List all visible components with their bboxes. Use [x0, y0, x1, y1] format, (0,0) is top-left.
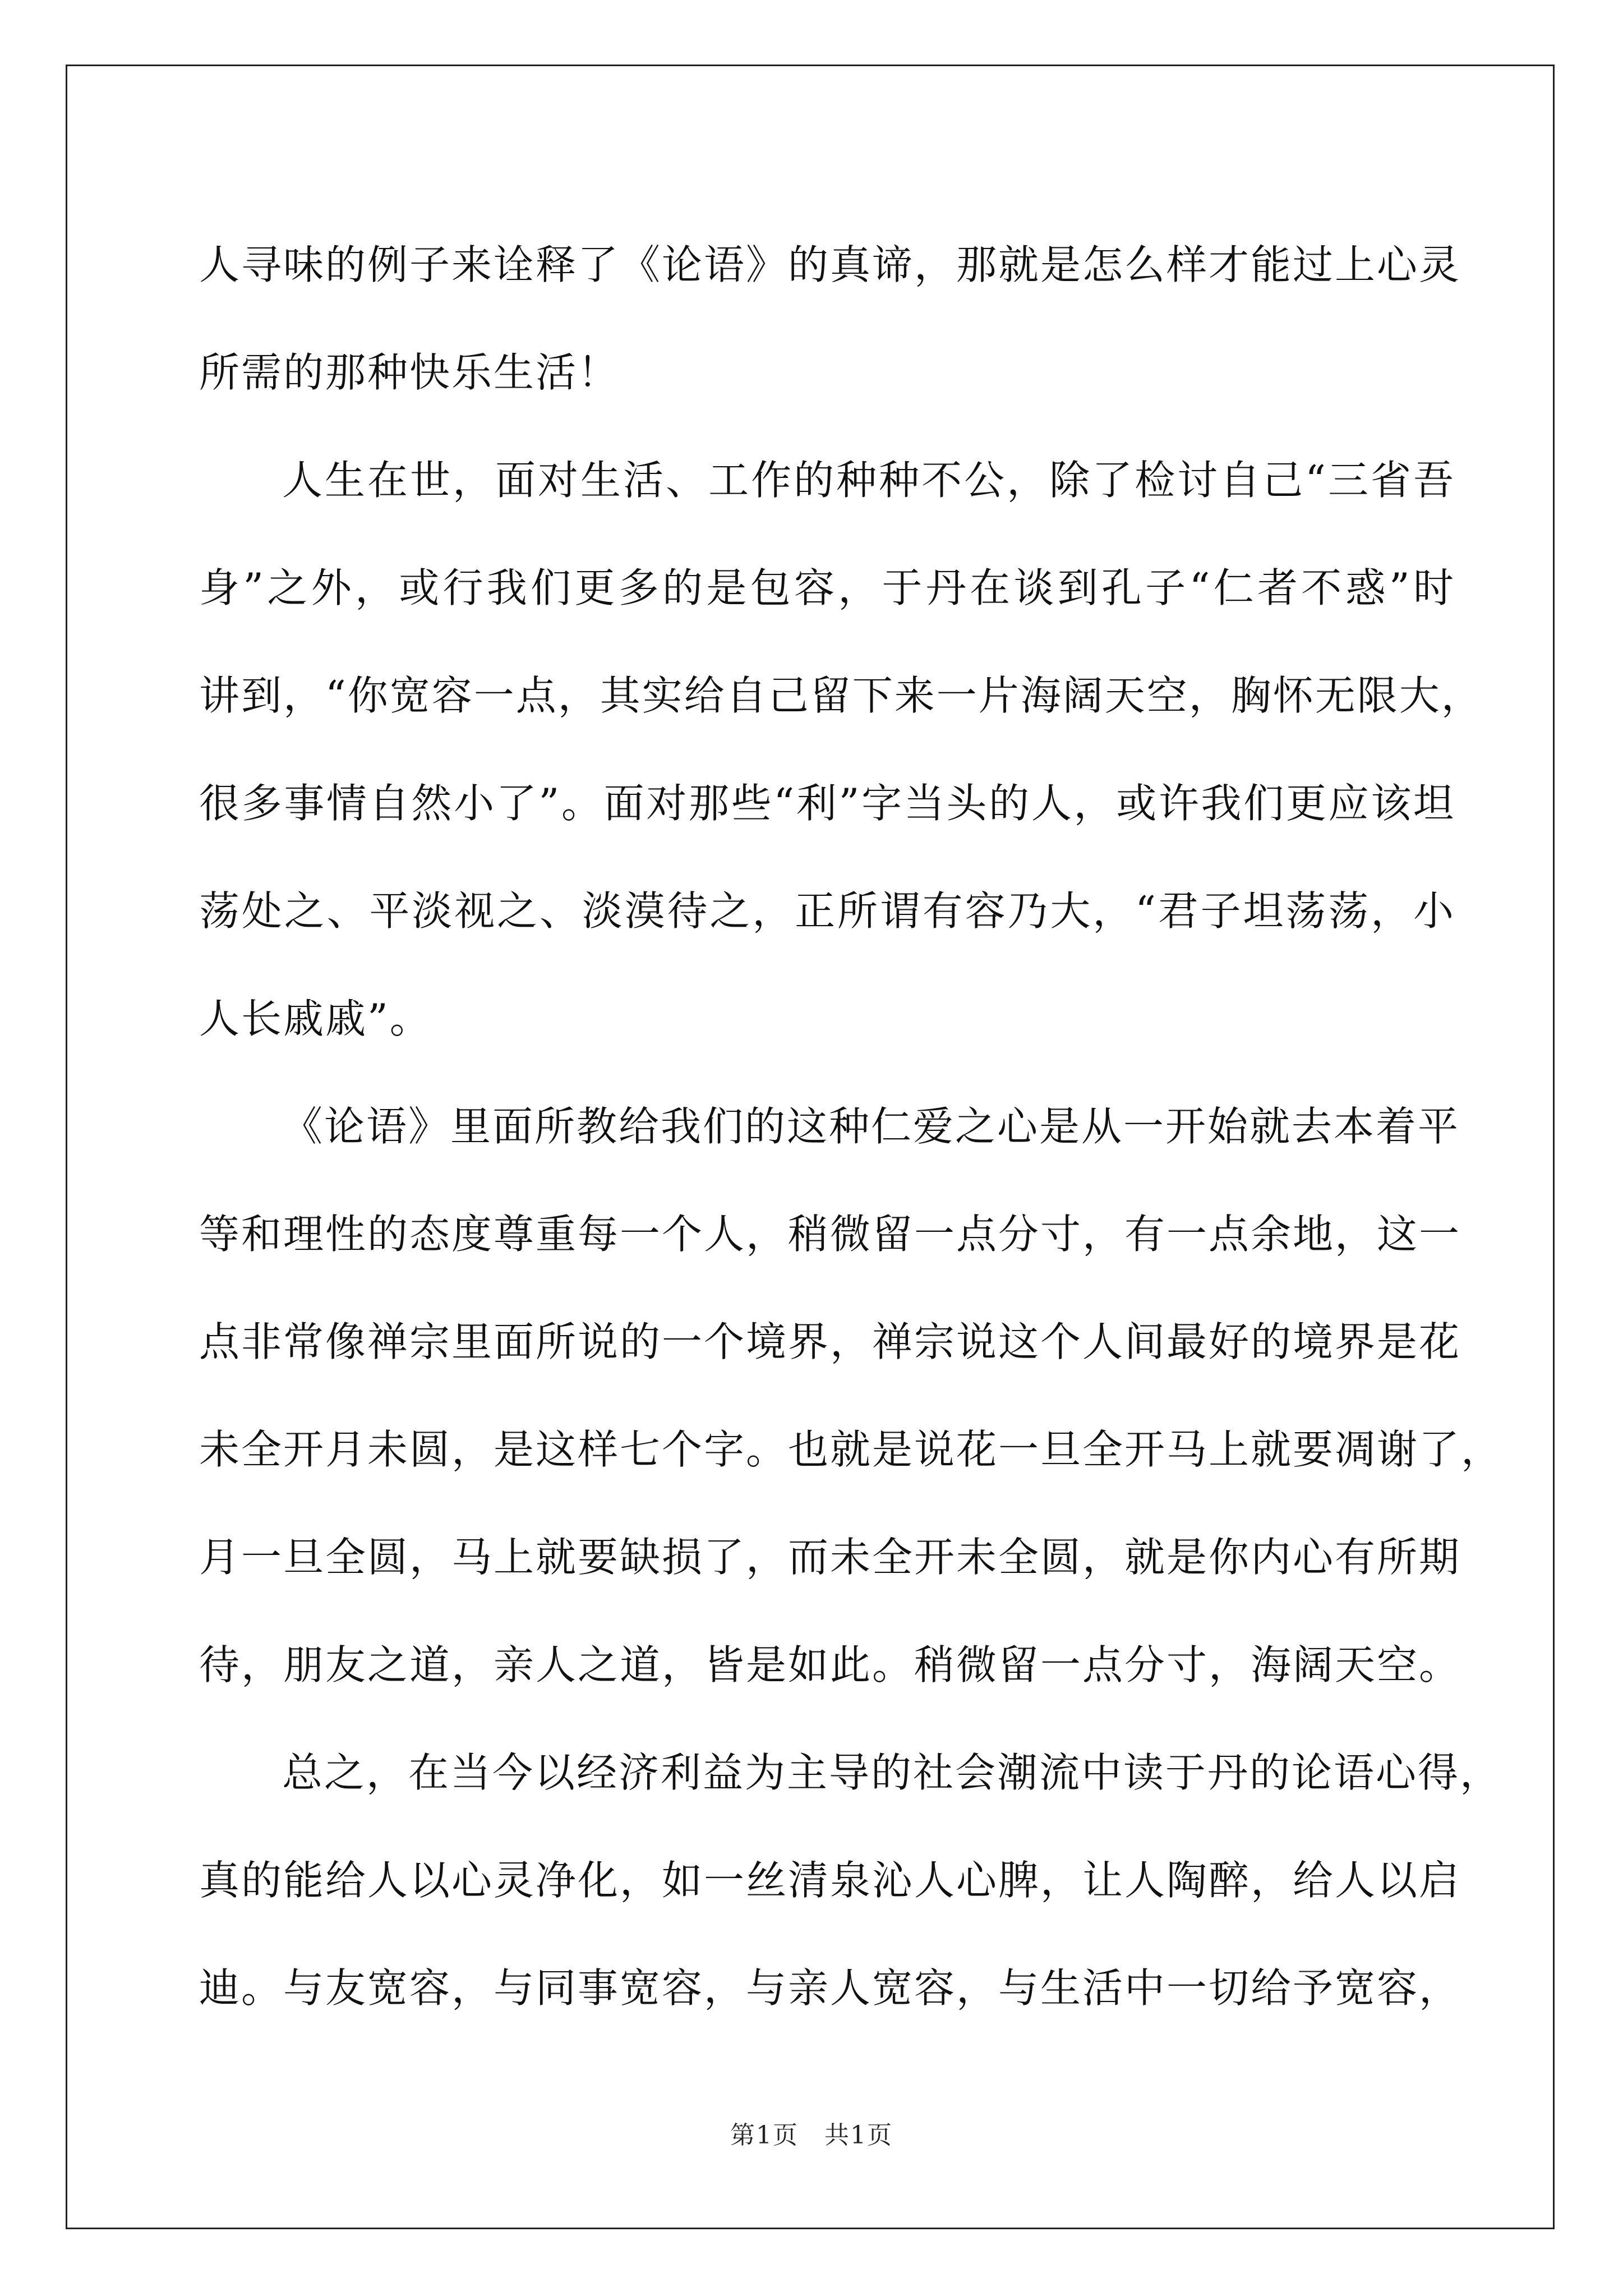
- text-line-12: 未全开月未圆，是这样七个字。也就是说花一旦全开马上就要凋谢了，: [199, 1426, 1504, 1473]
- text-line-13: 月一旦全圆，马上就要缺损了，而未全开未全圆，就是你内心有所期: [199, 1534, 1461, 1581]
- text-line-17: 迪。与友宽容，与同事宽容，与亲人宽容，与生活中一切给予宽容，: [199, 1964, 1461, 2012]
- text-line-6: 很多事情自然小了”。面对那些“利”字当头的人，或许我们更应该坦: [199, 780, 1455, 827]
- text-line-1: 人寻味的例子来诠释了《论语》的真谛，那就是怎么样才能过上心灵: [199, 241, 1461, 288]
- text-line-3: 人生在世，面对生活、工作的种种不公，除了检讨自己“三省吾: [282, 457, 1455, 504]
- text-line-4: 身”之外，或行我们更多的是包容，于丹在谈到孔子“仁者不惑”时: [199, 564, 1455, 611]
- text-line-7: 荡处之、平淡视之、淡漠待之，正所谓有容乃大，“君子坦荡荡，小: [199, 887, 1455, 935]
- document-body: [199, 211, 1504, 2042]
- text-line-15: 总之，在当今以经济利益为主导的社会潮流中读于丹的论语心得，: [282, 1749, 1502, 1796]
- text-line-9: 《论语》里面所教给我们的这种仁爱之心是从一开始就去本着平: [282, 1103, 1460, 1150]
- text-line-2: 所需的那种快乐生活！: [199, 349, 620, 396]
- text-line-16: 真的能给人以心灵净化，如一丝清泉沁人心脾，让人陶醉，给人以启: [199, 1857, 1461, 1904]
- page-number: 第1页 共1页: [730, 2121, 893, 2150]
- text-line-5: 讲到，“你宽容一点，其实给自己留下来一片海阔天空，胸怀无限大，: [199, 672, 1483, 719]
- text-line-11: 点非常像禅宗里面所说的一个境界，禅宗说这个人间最好的境界是花: [199, 1318, 1461, 1365]
- text-line-14: 待，朋友之道，亲人之道，皆是如此。稍微留一点分寸，海阔天空。: [199, 1641, 1461, 1688]
- text-line-8: 人长戚戚”。: [199, 995, 432, 1042]
- page-footer: [0, 2115, 1623, 2151]
- text-line-10: 等和理性的态度尊重每一个人，稍微留一点分寸，有一点余地，这一: [199, 1211, 1461, 1258]
